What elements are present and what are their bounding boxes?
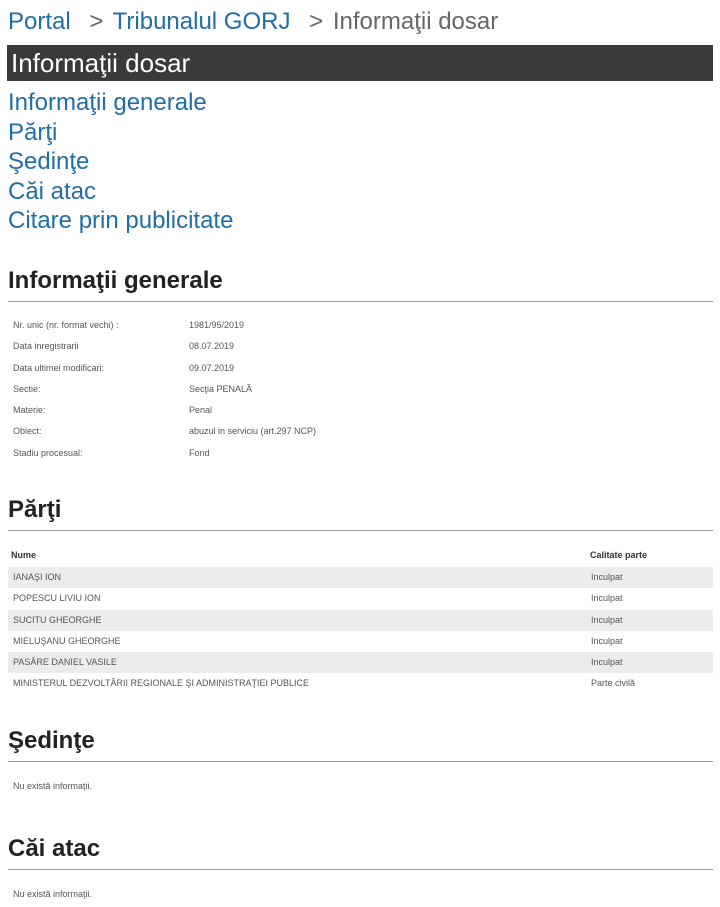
info-value: Secţia PENALĂ (189, 383, 253, 394)
info-label: Obiect: (13, 426, 42, 437)
party-role: Inculpat (591, 614, 623, 625)
info-value: Fond (189, 447, 210, 458)
info-label: Sectie: (13, 383, 41, 394)
toc-link-citare-prin-publicitate[interactable]: Citare prin publicitate (8, 207, 234, 234)
party-name: MIELUŞANU GHEORGHE (13, 635, 121, 646)
breadcrumb-current: Informaţii dosar (332, 8, 499, 35)
party-role: Inculpat (591, 657, 623, 668)
party-name: IANAŞI ION (13, 572, 62, 582)
info-label: Stadiu procesual: (13, 447, 83, 458)
section-heading-cai-atac: Căi atac (8, 836, 713, 870)
info-label: Data inregistrarii (13, 341, 79, 352)
table-row (8, 631, 713, 652)
table-row (8, 588, 713, 609)
breadcrumb-link-court[interactable]: Tribunalul GORJ (112, 8, 291, 35)
party-name: MINISTERUL DEZVOLTĂRII REGIONALE ŞI ADMINISTRAŢIEI PUBLICE (13, 678, 310, 689)
table-of-contents (8, 88, 233, 236)
breadcrumb (8, 6, 498, 38)
section-heading-informatii-generale: Informaţii generale (8, 268, 713, 302)
toc-link-cai-atac[interactable]: Căi atac (8, 177, 97, 205)
table-row (8, 673, 713, 694)
section-heading-parti: Părţi (8, 497, 713, 531)
info-value: 09.07.2019 (189, 362, 235, 373)
breadcrumb-separator: > (89, 8, 104, 35)
parti-table (8, 567, 713, 695)
section-heading-sedinte: Şedinţe (8, 728, 713, 762)
page-title: Informaţii dosar (7, 45, 713, 81)
party-role: Inculpat (591, 572, 623, 582)
breadcrumb-link-portal[interactable]: Portal (8, 8, 71, 35)
party-name: POPESCU LIVIU ION (13, 593, 101, 604)
sedinte-empty-message: Nu există informaţii. (13, 781, 93, 791)
info-value: abuzul in serviciu (art.297 NCP) (189, 426, 317, 437)
party-name: PASĂRE DANIEL VASILE (13, 657, 117, 668)
party-role: Parte civilă (591, 678, 636, 689)
table-row (8, 567, 713, 588)
toc-link-sedinte[interactable]: Şedinţe (8, 148, 90, 175)
cai-atac-empty-message: Nu există informaţii. (13, 889, 93, 899)
party-role: Inculpat (591, 593, 623, 604)
breadcrumb-separator: > (309, 8, 324, 35)
info-label: Data ultimei modificari: (13, 362, 105, 373)
info-value: 1981/95/2019 (189, 320, 245, 330)
table-row (8, 610, 713, 631)
info-label: Nr. unic (nr. format vechi) : (13, 320, 119, 330)
column-header-calitate-parte: Calitate parte (590, 550, 648, 560)
party-name: SUCITU GHEORGHE (13, 614, 102, 625)
table-row (8, 652, 713, 673)
info-label: Materie: (13, 405, 46, 416)
info-value: Penal (189, 405, 213, 416)
party-role: Inculpat (591, 635, 623, 646)
toc-link-informatii-generale[interactable]: Informaţii generale (8, 89, 207, 116)
parti-table-header (8, 546, 713, 564)
column-header-nume: Nume (11, 550, 37, 560)
info-value: 08.07.2019 (189, 341, 235, 352)
toc-link-parti[interactable]: Părţi (8, 118, 58, 146)
